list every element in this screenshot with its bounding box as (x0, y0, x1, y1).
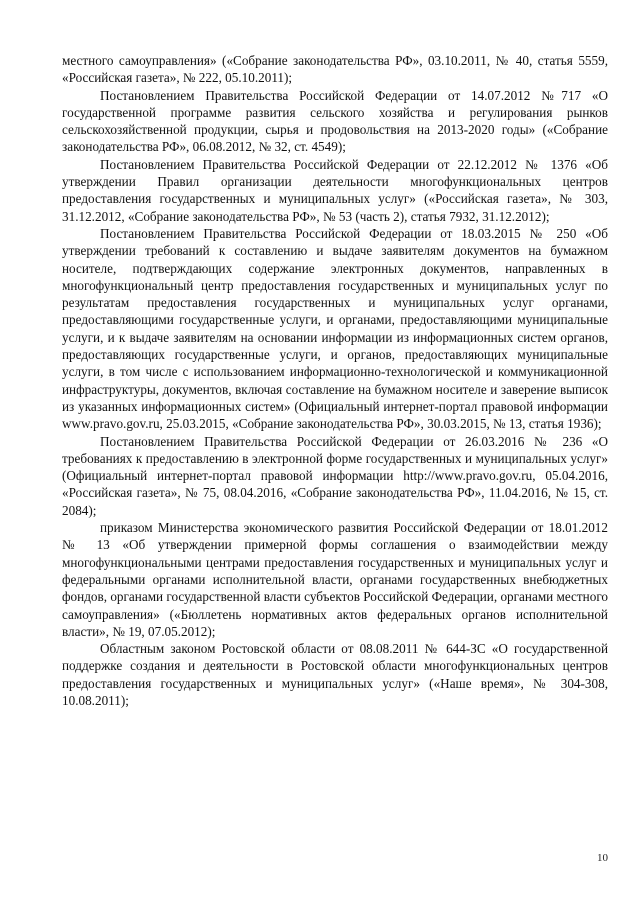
paragraph-resolution-1376: Постановлением Правительства Российской Федерации от 22.12.2012 № 1376 «Об утверждении Правил организации деятельности многофункциональных центров предоставления государственных и муниципальных услуг» («Российская газета», № 303, 31.12.2012, «Собрание законодательства РФ», № 53 (часть 2), статья 7932, 31.12.2012); (62, 156, 608, 224)
page-number: 10 (597, 852, 608, 864)
paragraph-resolution-717: Постановлением Правительства Российской Федерации от 14.07.2012 №717 «О государственной программе развития сельского хозяйства и регулирования рынков сельскохозяйственной продукции, сырья и продовольствия на 2013-2020 годы» («Собрание законодательства РФ», 06.08.2012, № 32, ст. 4549); (62, 87, 608, 155)
paragraph-regional-law-644-zs: Областным законом Ростовской области от 08.08.2011 № 644-ЗС «О государственной поддержке создания и деятельности в Ростовской области многофункциональных центров предоставления государственных и муниципальных услуг» («Наше время», № 304-308, 10.08.2011); (62, 641, 608, 708)
paragraph-resolution-250: Постановлением Правительства Российской Федерации от 18.03.2015 № 250 «Об утверждении требований к составлению и выдаче заявителям документов на бумажном носителе, подтверждающих содержание электронных документов, направленных в многофункциональный центр предоставления государственных и муниципальных услуг по результатам предоставления государственных и муниципальных услуг органами, предоставляющими государственные услуги, и органами, предоставляющими муниципальные услуги, и к выдаче заявителям на основании информации из информационных систем органов, предоставляющих государственные услуги, и органов, предоставляющих муниципальные услуги, в том числе с использованием информационно-технологической и коммуникационной инфраструктуры, документов, включая составление на бумажном носителе и заверение выписок из указанных информационных систем» (Официальный интернет-портал правовой информации www.pravo.gov.ru, 25.03.2015, «Собрание законодательства РФ», 30.03.2015, № 13, статья 1936); (62, 225, 608, 432)
paragraph-resolution-236: Постановлением Правительства Российской Федерации от 26.03.2016 № 236 «О требованиях к предоставлению в электронной форме государственных и муниципальных услуг» (Официальный интернет-портал правовой информации http://www.pravo.gov.ru, 05.04.2016, «Российская газета», № 75, 08.04.2016, «Собрание законодательства РФ», 11.04.2016, № 15, ст. 2084); (62, 433, 608, 518)
paragraph-continuation-municipal-self-government: местного самоуправления» («Собрание законодательства РФ», 03.10.2011, № 40, статья 5559, «Российская газета», № 222, 05.10.2011); (62, 53, 608, 86)
paragraph-order-13: приказом Министерства экономического развития Российской Федерации от 18.01.2012 № 13 «Об утверждении примерной формы соглашения о взаимодействии между многофункциональными центрами предоставления государственных и муниципальных услуг и федеральными органами исполнительной власти, органами государственных внебюджетных фондов, органами государственной власти субъектов Российской Федерации, органами местного самоуправления» («Бюллетень нормативных актов федеральных органов исполнительной власти», № 19, 07.05.2012); (62, 520, 608, 639)
document-page (62, 52, 608, 709)
